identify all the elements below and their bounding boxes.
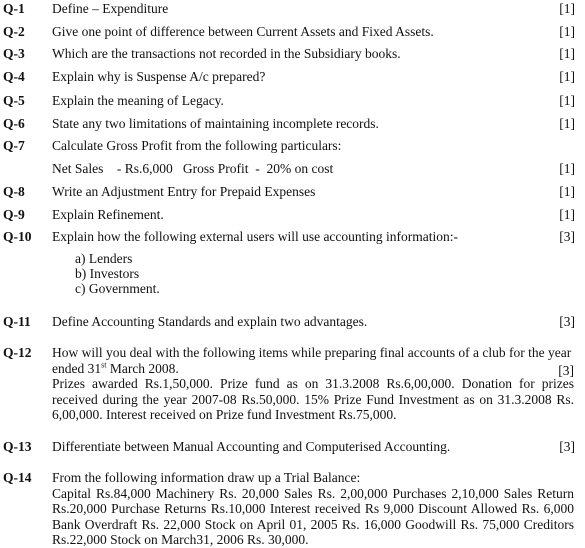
question-subtext: Net Sales - Rs.6,000 Gross Profit - 20% on cost: [52, 161, 334, 176]
marks: [3]: [559, 314, 575, 329]
question-text: How will you deal with the following items while preparing final accounts of a club for the year: [52, 345, 572, 360]
marks: [1]: [559, 93, 575, 108]
question-14-body: [52, 470, 574, 548]
list-item: b) Investors: [75, 266, 140, 281]
question-text: Differentiate between Manual Accounting and Computerised Accounting.: [52, 439, 451, 454]
question-number: Q-5: [3, 93, 25, 108]
question-text: Explain Refinement.: [52, 207, 164, 222]
marks: [1]: [559, 207, 575, 222]
question-text: Which are the transactions not recorded in the Subsidiary books.: [52, 46, 401, 61]
question-number: Q-14: [3, 470, 32, 485]
marks: [1]: [559, 161, 575, 176]
question-number: Q-10: [3, 229, 32, 244]
question-number: Q-4: [3, 69, 25, 84]
marks: [3]: [559, 439, 575, 454]
question-number: Q-7: [3, 138, 25, 153]
marks: [1]: [559, 184, 575, 199]
question-text: State any two limitations of maintaining incomplete records.: [52, 116, 379, 131]
question-number: Q-11: [3, 314, 31, 329]
question-text: Explain the meaning of Legacy.: [52, 93, 224, 108]
question-text: Write an Adjustment Entry for Prepaid Expenses: [52, 184, 316, 199]
question-number: Q-6: [3, 116, 25, 131]
user-list: [75, 251, 160, 296]
question-text-line2: ended 31st March 2008. [3]: [52, 360, 574, 378]
list-item: c) Government.: [75, 281, 160, 296]
question-number: Q-8: [3, 184, 25, 199]
question-text: Give one point of difference between Current Assets and Fixed Assets.: [52, 24, 434, 39]
marks: [1]: [559, 46, 575, 61]
question-number: Q-13: [3, 439, 32, 454]
question-details: Capital Rs.84,000 Machinery Rs. 20,000 Sales Rs. 2,00,000 Purchases 2,10,000 Sales Return Rs.20,000 Purchase Returns Rs.10,000 Interest received Rs 9,000 Discount Allowed Rs. 6,000 Bank Overdraft Rs. 22,000 Stock on April 01, 2005 Rs. 16,000 Goodwill Rs. 75,000 Creditors Rs.22,000 Stock on March31, 2006 Rs. 30,000.: [52, 485, 574, 547]
marks: [3]: [559, 229, 575, 244]
question-number: Q-2: [3, 24, 25, 39]
marks: [1]: [559, 1, 575, 16]
question-number: Q-1: [3, 1, 25, 16]
question-text: Define – Expenditure: [52, 1, 169, 16]
marks: [3]: [558, 362, 574, 378]
question-text: Define Accounting Standards and explain two advantages.: [52, 314, 368, 329]
list-item: a) Lenders: [75, 251, 133, 266]
marks: [1]: [559, 69, 575, 84]
marks: [1]: [559, 24, 575, 39]
question-details: Prizes awarded Rs.1,50,000. Prize fund as on 31.3.2008 Rs.6,00,000. Donation for prizes received during the year 2007-08 Rs.50,000. 15% Prize Fund Investment as on 31.3.2008 Rs. 6,00,000. Interest received on Prize fund Investment Rs.75,000.: [52, 376, 574, 422]
question-text: Calculate Gross Profit from the following particulars:: [52, 138, 342, 153]
marks: [1]: [559, 116, 575, 131]
question-number: Q-12: [3, 345, 32, 360]
question-12-body: [52, 345, 574, 423]
question-text: Explain how the following external users will use accounting information:-: [52, 229, 459, 244]
question-text: Explain why is Suspense A/c prepared?: [52, 69, 266, 84]
question-number: Q-9: [3, 207, 25, 222]
question-text: From the following information draw up a Trial Balance:: [52, 470, 361, 485]
question-number: Q-3: [3, 46, 25, 61]
